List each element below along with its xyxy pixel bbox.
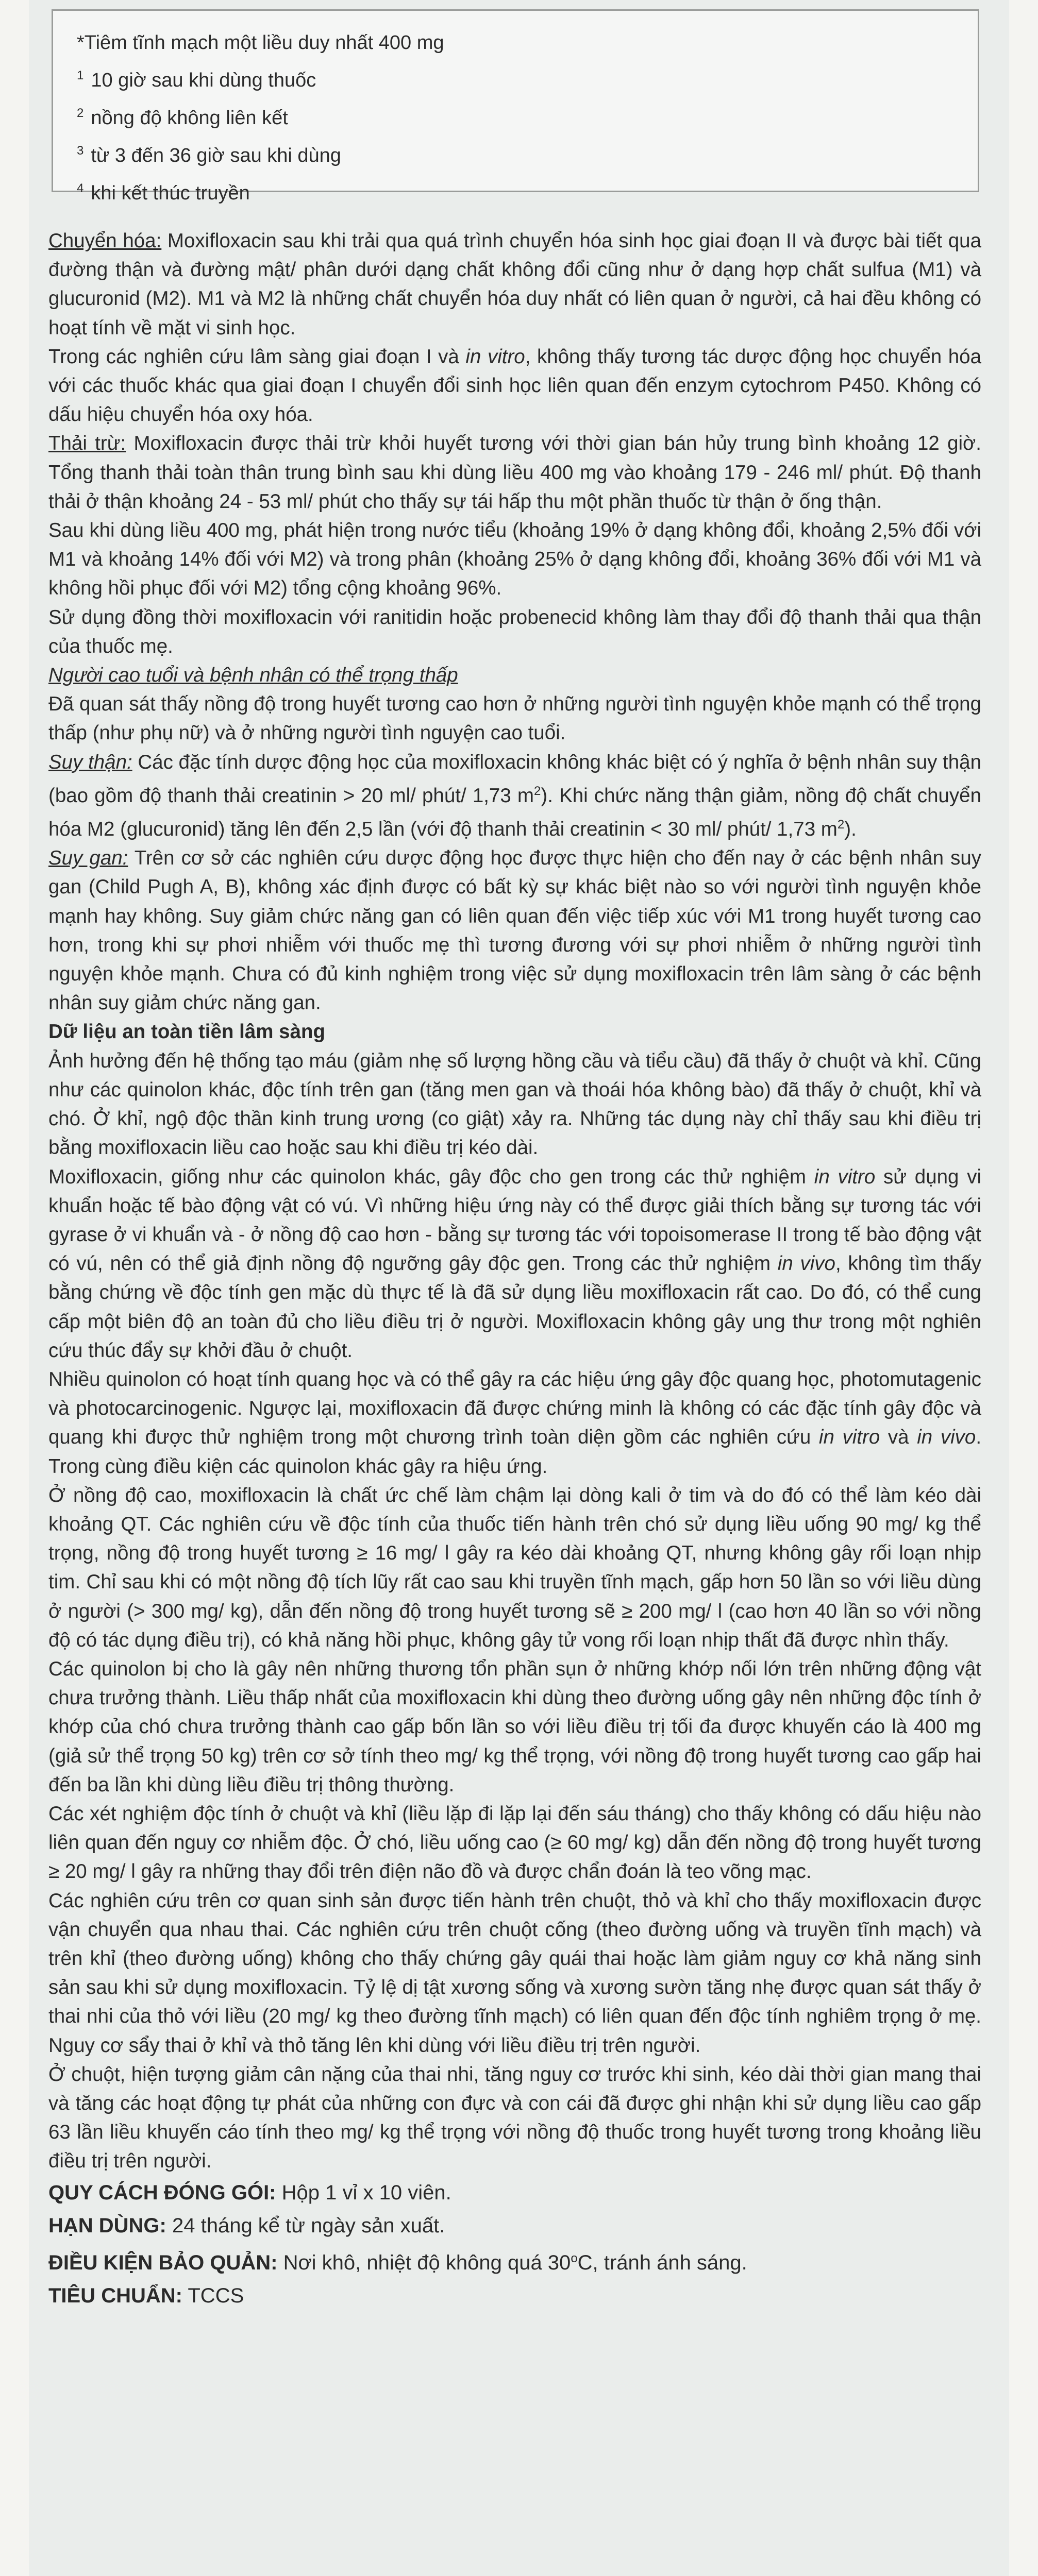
- renal-paragraph: Suy thận: Các đặc tính dược động học của moxifloxacin không khác biệt có ý nghĩa ở bệnh nhân suy thận (bao gồm độ thanh thải creatinin > 20 ml/ phút/ 1,73 $m^2$). Khi chức năng thận giảm, nồng độ chất chuyển hóa M2 (glucuronid) tăng lên đến 2,5 lần (với độ thanh thải creatinin < 30 ml/ phút/ 1,73 $m^2$).: [48, 751, 981, 841]
- footnote-line: $^2$ nồng độ không liên kết: [77, 106, 288, 129]
- footnotes-box: [52, 9, 979, 204]
- preclinical-heading: Dữ liệu an toàn tiền lâm sàng: [48, 1021, 326, 1043]
- elimination-coadmin-paragraph: Sử dụng đồng thời moxifloxacin với ranitidin hoặc probenecid không làm thay đổi độ thanh thải qua thận của thuốc mẹ.: [48, 606, 981, 657]
- preclinical-genotoxicity-paragraph: Moxifloxacin, giống như các quinolon khác, gây độc cho gen trong các thử nghiệm in vitro sử dụng vi khuẩn hoặc tế bào động vật có vú. Vì những hiệu ứng này có thể được giải thích bằng sự tương tác với gyrase ở vi khuẩn và - ở nồng độ cao hơn - bằng sự tương tác với topoisomerase II trong tế bào động vật có vú, nên có thể giả định nồng độ ngưỡng gây độc gen. Trong các thử nghiệm in vivo, không tìm thấy bằng chứng về độc tính gen mặc dù thực tế là đã sử dụng liều moxifloxacin rất cao. Do đó, có thể cung cấp một biên độ an toàn đủ cho liều điều trị ở người. Moxifloxacin không gây ung thư trong một nghiên cứu thúc đẩy sự khởi đầu ở chuột.: [48, 1165, 981, 1362]
- metabolism-interaction-paragraph: Trong các nghiên cứu lâm sàng giai đoạn I và in vitro, không thấy tương tác dược động học chuyển hóa với các thuốc khác qua giai đoạn I chuyển đổi sinh học liên quan đến enzym cytochrom P450. Không có dấu hiệu chuyển hóa oxy hóa.: [48, 345, 981, 426]
- preclinical-fetal-paragraph: Ở chuột, hiện tượng giảm cân nặng của thai nhi, tăng nguy cơ trước khi sinh, kéo dài thời gian mang thai và tăng các hoạt động tự phát của những con đực và con cái đã được ghi nhận khi sử dụng liều cao gấp 63 lần liều khuyến cáo tính theo mg/ kg thể trọng với nồng độ thuốc trong huyết tương trong khoảng liều điều trị trên người.: [48, 2063, 981, 2173]
- footnote-line: $^4$ khi kết thúc truyền: [77, 181, 250, 204]
- leaflet-body: [48, 227, 981, 2312]
- preclinical-cardiac-paragraph: Ở nồng độ cao, moxifloxacin là chất ức chế làm chậm lại dòng kali ở tim và do đó có thể làm kéo dài khoảng QT. Các nghiên cứu về độc tính của thuốc tiến hành trên chó sử dụng liều uống 90 mg/ kg thể trọng, nồng độ trong huyết tương ≥ 16 mg/ l gây ra kéo dài khoảng QT, nhưng không gây rối loạn nhịp tim. Chỉ sau khi có một nồng độ tích lũy rất cao sau khi truyền tĩnh mạch, gấp hơn 50 lần so với liều dùng ở người (> 300 mg/ kg), dẫn đến nồng độ trong huyết tương sẽ ≥ 200 mg/ l (cao hơn 40 lần so với nồng độ có tác dụng điều trị), có khả năng hồi phục, không gây tử vong rối loạn nhịp thất đã được nhìn thấy.: [48, 1484, 981, 1651]
- elimination-excretion-paragraph: Sau khi dùng liều 400 mg, phát hiện trong nước tiểu (khoảng 19% ở dạng không đổi, khoảng 2,5% đối với M1 và khoảng 14% đối với M2) và trong phân (khoảng 25% ở dạng không đổi, khoảng 36% đối với M1 và không hồi phục đối với M2) tổng cộng khoảng 96%.: [48, 519, 981, 600]
- footnote-line: *Tiêm tĩnh mạch một liều duy nhất 400 mg: [77, 32, 444, 54]
- preclinical-hematology-paragraph: Ảnh hưởng đến hệ thống tạo máu (giảm nhẹ số lượng hồng cầu và tiểu cầu) đã thấy ở chuột và khỉ. Cũng như các quinolon khác, độc tính trên gan (tăng men gan và thoái hóa không bào) đã thấy ở chuột, khỉ và chó. Ở khỉ, ngộ độc thần kinh trung ương (co giật) xảy ra. Những tác dụng này chỉ thấy sau khi điều trị bằng moxifloxacin liều cao hoặc sau khi điều trị kéo dài.: [48, 1049, 981, 1159]
- elimination-heading: Thải trừ:: [48, 432, 126, 455]
- footnote-line: $^3$ từ 3 đến 36 giờ sau khi dùng: [77, 144, 341, 166]
- expiry-line: HẠN DÙNG: 24 tháng kể từ ngày sản xuất.: [48, 2214, 445, 2237]
- preclinical-toxicity-paragraph: Các xét nghiệm độc tính ở chuột và khỉ (liều lặp đi lặp lại đến sáu tháng) cho thấy không có dấu hiệu nào liên quan đến nguy cơ nhiễm độc. Ở chó, liều uống cao (≥ 60 mg/ kg) dẫn đến nồng độ trong huyết tương ≥ 20 mg/ l gây ra những thay đổi trên điện não đồ và được chẩn đoán là teo võng mạc.: [48, 1802, 981, 1883]
- elderly-paragraph: Đã quan sát thấy nồng độ trong huyết tương cao hơn ở những người tình nguyện khỏe mạnh có thể trọng thấp (như phụ nữ) và ở những người tình nguyện cao tuổi.: [48, 693, 981, 744]
- metabolism-paragraph: Chuyển hóa: Moxifloxacin sau khi trải qua quá trình chuyển hóa sinh học giai đoạn II và được bài tiết qua đường thận và đường mật/ phân dưới dạng chất không đổi cũng như ở dạng hợp chất sulfua (M1) và glucuronid (M2). M1 và M2 là những chất chuyển hóa duy nhất có liên quan ở người, cả hai đều không có hoạt tính về mặt vi sinh học.: [48, 230, 981, 339]
- elderly-heading: Người cao tuổi và bệnh nhân có thể trọng thấp: [48, 664, 458, 687]
- packing-line: QUY CÁCH ĐÓNG GÓI: Hộp 1 vỉ x 10 viên.: [48, 2181, 451, 2204]
- hepatic-paragraph: Suy gan: Trên cơ sở các nghiên cứu dược động học được thực hiện cho đến nay ở các bệnh nhân suy gan (Child Pugh A, B), không xác định được có bất kỳ sự khác biệt nào so với người tình nguyện khỏe mạnh hay không. Suy giảm chức năng gan có liên quan đến việc tiếp xúc với M1 trong huyết tương cao hơn, trong khi sự phơi nhiễm với thuốc mẹ thì tương đương với sự phơi nhiễm ở những người tình nguyện khỏe mạnh. Chưa có đủ kinh nghiệm trong việc sử dụng moxifloxacin trên lâm sàng ở các bệnh nhân suy giảm chức năng gan.: [48, 847, 981, 1014]
- preclinical-reproduction-paragraph: Các nghiên cứu trên cơ quan sinh sản được tiến hành trên chuột, thỏ và khỉ cho thấy moxifloxacin được vận chuyển qua nhau thai. Các nghiên cứu trên chuột cống (theo đường uống và truyền tĩnh mạch) và trên khỉ (theo đường uống) không cho thấy chứng gây quái thai hoặc làm giảm nguy cơ khả năng sinh sản sau khi sử dụng moxifloxacin. Tỷ lệ dị tật xương sống và xương sườn tăng nhẹ được quan sát thấy ở thai nhi của thỏ với liều (20 mg/ kg theo đường tĩnh mạch) có liên quan đến độc tính nghiêm trọng ở mẹ. Nguy cơ sẩy thai ở khỉ và thỏ tăng lên khi dùng với liều điều trị trên người.: [48, 1889, 981, 2057]
- hepatic-heading: Suy gan:: [48, 847, 128, 870]
- renal-heading: Suy thận:: [48, 751, 132, 773]
- footnote-line: $^1$ 10 giờ sau khi dùng thuốc: [77, 69, 316, 91]
- metabolism-heading: Chuyển hóa:: [48, 230, 162, 252]
- preclinical-phototoxicity-paragraph: Nhiều quinolon có hoạt tính quang học và có thể gây ra các hiệu ứng gây độc quang học, photomutagenic và photocarcinogenic. Ngược lại, moxifloxacin đã được chứng minh là không có các đặc tính gây độc và quang khi được thử nghiệm trong một chương trình toàn diện gồm các nghiên cứu in vitro và in vivo. Trong cùng điều kiện các quinolon khác gây ra hiệu ứng.: [48, 1368, 982, 1478]
- preclinical-cartilage-paragraph: Các quinolon bị cho là gây nên những thương tổn phần sụn ở những khớp nối lớn trên những động vật chưa trưởng thành. Liều thấp nhất của moxifloxacin khi dùng theo đường uống gây nên những độc tính ở khớp của chó chưa trưởng thành cao gấp bốn lần so với liều điều trị tối đa được khuyến cáo là 400 mg (giả sử thể trọng 50 kg) trên cơ sở tính theo mg/ kg thể trọng, với nồng độ trong huyết tương cao gấp hai đến ba lần khi dùng liều điều trị thông thường.: [48, 1657, 981, 1796]
- standard-line: TIÊU CHUẨN: TCCS: [48, 2284, 244, 2307]
- elimination-paragraph: Thải trừ: Moxifloxacin được thải trừ khỏi huyết tương với thời gian bán hủy trung bình khoảng 12 giờ. Tổng thanh thải toàn thân trung bình sau khi dùng liều 400 mg vào khoảng 179 - 246 ml/ phút. Độ thanh thải ở thận khoảng 24 - 53 ml/ phút cho thấy sự tái hấp thu một phần thuốc từ thận ở ống thận.: [48, 432, 981, 513]
- storage-line: ĐIỀU KIỆN BẢO QUẢN: Nơi khô, nhiệt độ không quá 30$^o$C, tránh ánh sáng.: [48, 2251, 747, 2274]
